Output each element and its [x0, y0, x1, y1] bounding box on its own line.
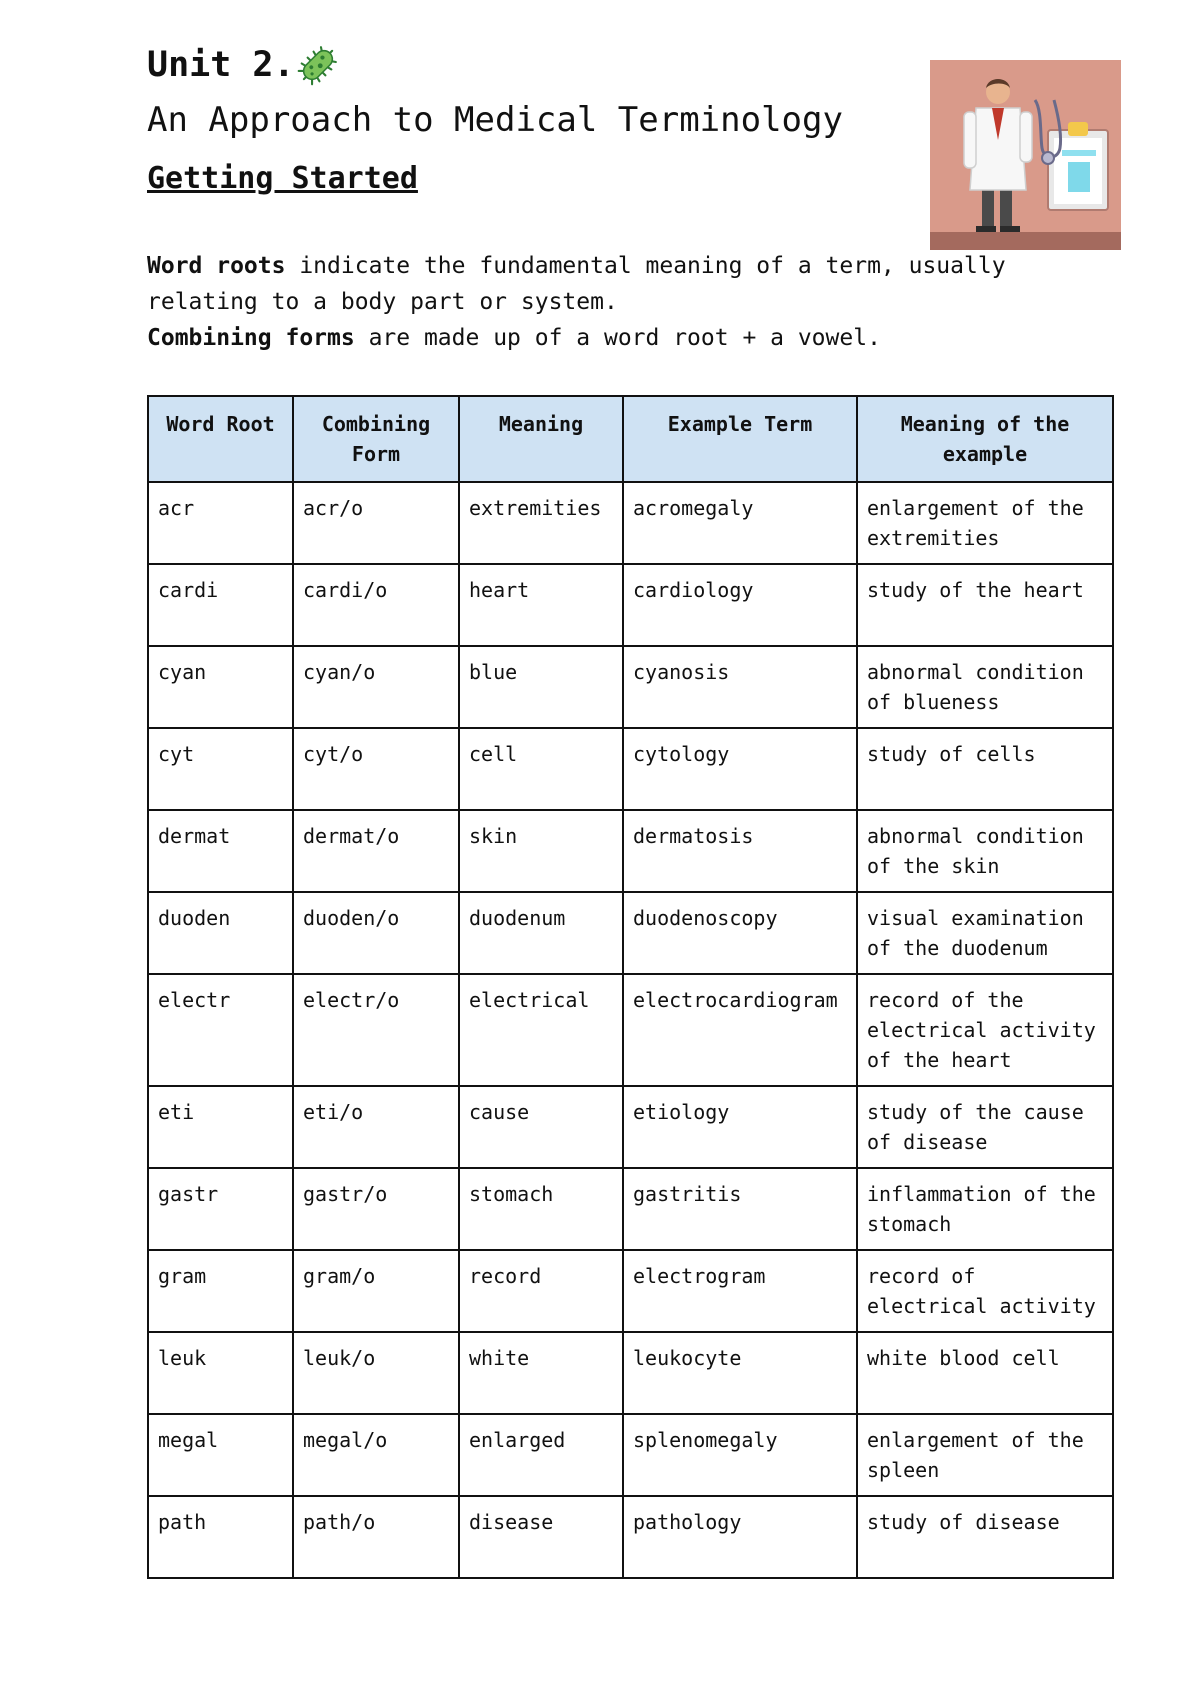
table-header-row — [148, 396, 1113, 482]
table-row — [148, 564, 1113, 646]
cell-word-root: gram — [148, 1250, 293, 1332]
header-example-term: Example Term — [623, 396, 857, 482]
microbe-icon — [297, 44, 339, 86]
cell-meaning: blue — [459, 646, 623, 728]
cell-example-meaning: study of the cause of disease — [857, 1086, 1113, 1168]
table-row — [148, 1496, 1113, 1578]
cell-word-root: eti — [148, 1086, 293, 1168]
table-row — [148, 646, 1113, 728]
cell-example-meaning: white blood cell — [857, 1332, 1113, 1414]
section-heading: Getting Started — [147, 161, 418, 196]
cell-meaning: record — [459, 1250, 623, 1332]
cell-example-term: cytology — [623, 728, 857, 810]
table-row — [148, 1168, 1113, 1250]
cell-example-meaning: study of cells — [857, 728, 1113, 810]
cell-word-root: dermat — [148, 810, 293, 892]
cell-word-root: cardi — [148, 564, 293, 646]
cell-meaning: cause — [459, 1086, 623, 1168]
header-word-root: Word Root — [148, 396, 293, 482]
table-row — [148, 1332, 1113, 1414]
term-combining-forms: Combining forms — [147, 325, 355, 351]
intro-text — [147, 248, 1087, 356]
intro-combining-forms-definition: are made up of a word root + a vowel. — [354, 325, 881, 351]
cell-example-term: leukocyte — [623, 1332, 857, 1414]
cell-combining-form: acr/o — [293, 482, 459, 564]
cell-word-root: path — [148, 1496, 293, 1578]
cell-word-root: electr — [148, 974, 293, 1086]
intro-word-roots-definition: indicate the fundamental meaning of a term, usually relating to a body part or system. — [147, 253, 1006, 315]
cell-example-meaning: visual examination of the duodenum — [857, 892, 1113, 974]
cell-example-term: cardiology — [623, 564, 857, 646]
cell-combining-form: electr/o — [293, 974, 459, 1086]
cell-example-term: gastritis — [623, 1168, 857, 1250]
cell-meaning: white — [459, 1332, 623, 1414]
cell-combining-form: eti/o — [293, 1086, 459, 1168]
cell-example-meaning: record of electrical activity — [857, 1250, 1113, 1332]
table-row — [148, 728, 1113, 810]
cell-example-term: electrogram — [623, 1250, 857, 1332]
cell-combining-form: cyt/o — [293, 728, 459, 810]
cell-example-term: duodenoscopy — [623, 892, 857, 974]
cell-example-term: acromegaly — [623, 482, 857, 564]
doctor-illustration-icon — [930, 60, 1121, 250]
cell-example-term: pathology — [623, 1496, 857, 1578]
cell-example-term: etiology — [623, 1086, 857, 1168]
cell-example-meaning: record of the electrical activity of the heart — [857, 974, 1113, 1086]
table-row — [148, 974, 1113, 1086]
cell-meaning: skin — [459, 810, 623, 892]
cell-word-root: megal — [148, 1414, 293, 1496]
table-row — [148, 1086, 1113, 1168]
cell-example-meaning: abnormal condition of blueness — [857, 646, 1113, 728]
cell-combining-form: gastr/o — [293, 1168, 459, 1250]
cell-example-meaning: study of disease — [857, 1496, 1113, 1578]
cell-meaning: enlarged — [459, 1414, 623, 1496]
page-subtitle: An Approach to Medical Terminology — [147, 100, 843, 140]
header-example-meaning: Meaning of the example — [857, 396, 1113, 482]
cell-combining-form: path/o — [293, 1496, 459, 1578]
term-word-roots: Word roots — [147, 253, 286, 279]
terminology-table — [147, 395, 1114, 1579]
intro-paragraph-combining-forms — [147, 320, 1087, 356]
table-row — [148, 482, 1113, 564]
cell-combining-form: cardi/o — [293, 564, 459, 646]
cell-example-term: splenomegaly — [623, 1414, 857, 1496]
cell-word-root: acr — [148, 482, 293, 564]
unit-title — [147, 44, 339, 86]
cell-combining-form: duoden/o — [293, 892, 459, 974]
cell-meaning: disease — [459, 1496, 623, 1578]
cell-word-root: cyan — [148, 646, 293, 728]
cell-meaning: electrical — [459, 974, 623, 1086]
cell-combining-form: gram/o — [293, 1250, 459, 1332]
cell-combining-form: megal/o — [293, 1414, 459, 1496]
table-row — [148, 1414, 1113, 1496]
cell-combining-form: leuk/o — [293, 1332, 459, 1414]
cell-example-term: electrocardiogram — [623, 974, 857, 1086]
cell-combining-form: dermat/o — [293, 810, 459, 892]
cell-example-term: dermatosis — [623, 810, 857, 892]
cell-example-meaning: abnormal condition of the skin — [857, 810, 1113, 892]
cell-example-meaning: enlargement of the spleen — [857, 1414, 1113, 1496]
cell-meaning: stomach — [459, 1168, 623, 1250]
cell-combining-form: cyan/o — [293, 646, 459, 728]
cell-meaning: extremities — [459, 482, 623, 564]
cell-example-meaning: enlargement of the extremities — [857, 482, 1113, 564]
table-row — [148, 810, 1113, 892]
cell-meaning: cell — [459, 728, 623, 810]
cell-example-meaning: study of the heart — [857, 564, 1113, 646]
cell-meaning: heart — [459, 564, 623, 646]
cell-word-root: duoden — [148, 892, 293, 974]
table-row — [148, 892, 1113, 974]
intro-paragraph-word-roots — [147, 248, 1087, 320]
cell-example-meaning: inflammation of the stomach — [857, 1168, 1113, 1250]
table-row — [148, 1250, 1113, 1332]
header-meaning: Meaning — [459, 396, 623, 482]
unit-title-text: Unit 2. — [147, 44, 295, 85]
cell-word-root: leuk — [148, 1332, 293, 1414]
cell-word-root: gastr — [148, 1168, 293, 1250]
cell-word-root: cyt — [148, 728, 293, 810]
header-combining-form: Combining Form — [293, 396, 459, 482]
cell-example-term: cyanosis — [623, 646, 857, 728]
cell-meaning: duodenum — [459, 892, 623, 974]
